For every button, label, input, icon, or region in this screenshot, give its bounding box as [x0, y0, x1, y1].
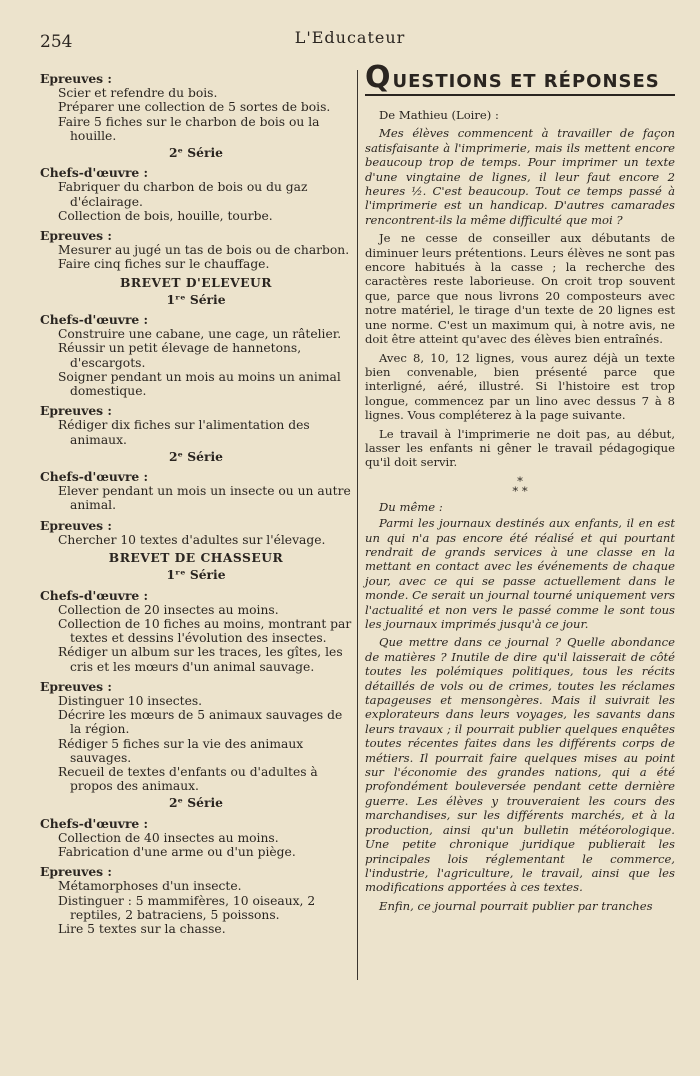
list-item: Faire cinq fiches sur le chauffage. — [58, 257, 270, 272]
question-text: Que mettre dans ce journal ? Quelle abondance de matières ? Inutile de dire qu'il laisserait de côté toutes les polémiques politiques, tous les récits détaillés de vols ou de crimes, toutes les réclames tapageuses et mensongères. Mais il suivrait les explorateurs dans leurs voyages, les savants dans leurs travaux ; il pourrait publier quelques enquêtes toutes récentes faites dans les différents corps de métiers. Il pourrait faire quelques mises au point sur l'économie des grandes nations, qui a été profondément bouleversée pendant cette dernière guerre. Les élèves y trouveraient les cours des marchandises, sur les différents marchés, et à la production, ainsi qu'un bulletin météorologique. Une petite chronique juridique publierait les principales lois réglementant le commerce, l'industrie, l'agriculture, le travail, ainsi que les modifications apportées à ces textes. — [365, 635, 675, 895]
list-item: Collection de bois, houille, tourbe. — [58, 208, 273, 223]
list-item: Rédiger dix fiches sur l'alimentation des animaux. — [58, 418, 310, 447]
brevet-heading: BREVET DE CHASSEUR — [108, 550, 284, 566]
list-item: Construire une cabane, une cage, un râtelier. — [58, 327, 342, 342]
list-item: Préparer une collection de 5 sortes de bois. — [58, 100, 331, 115]
page-number: 254 — [40, 32, 73, 52]
list-item: Distinguer 10 insectes. — [58, 693, 203, 708]
section-label: Epreuves : — [40, 403, 112, 419]
serie-heading: 1ʳᵉ Série — [166, 567, 226, 583]
serie-heading: 2ᵉ Série — [169, 145, 223, 161]
right-column — [365, 60, 675, 917]
title-rest: UESTIONS ET RÉPONSES — [392, 70, 660, 92]
list-item: Fabrication d'une arme ou d'un piège. — [58, 844, 296, 859]
list-item: Scier et refendre du bois. — [58, 86, 218, 101]
title-initial: Q — [365, 60, 392, 95]
list-item: Recueil de textes d'enfants ou d'adultes à propos des animaux. — [58, 764, 318, 794]
section-label: Epreuves : — [40, 71, 112, 86]
list-item: Elever pendant un mois un insecte ou un autre animal. — [58, 484, 351, 513]
section-title — [365, 60, 675, 96]
asterisk-top: * — [517, 473, 523, 488]
section-label: Epreuves : — [40, 864, 112, 880]
list-item: Chercher 10 textes d'adultes sur l'élevage. — [58, 532, 326, 547]
section-label: Chefs-d'œuvre : — [40, 312, 149, 328]
list-item: Lire 5 textes sur la chasse. — [58, 921, 226, 936]
author-line: Du même : — [379, 499, 443, 514]
section-label: Epreuves : — [40, 678, 112, 694]
list-item: Décrire les mœurs de 5 animaux sauvages de la région. — [58, 708, 343, 737]
list-item: Faire 5 fiches sur le charbon de bois ou la houille. — [58, 114, 320, 143]
list-item: Rédiger 5 fiches sur la vie des animaux sauvages. — [58, 736, 304, 765]
section-label: Epreuves : — [40, 228, 112, 244]
question-text: Enfin, ce journal pourrait publier par tranches — [379, 898, 653, 913]
asterisk-bottom: * * — [512, 483, 528, 498]
brevet-heading: BREVET D'ELEVEUR — [119, 274, 272, 290]
section-label: Chefs-d'œuvre : — [40, 165, 149, 181]
serie-heading: 2ᵉ Série — [169, 795, 223, 811]
list-item: Réussir un petit élevage de hannetons, d'escargots. — [58, 341, 302, 370]
serie-heading: 2ᵉ Série — [169, 448, 223, 464]
author-line: De Mathieu (Loire) : — [379, 108, 499, 122]
section-label: Epreuves : — [40, 517, 112, 533]
journal-title: L'Educateur — [294, 28, 406, 47]
section-label: Chefs-d'œuvre : — [40, 587, 149, 603]
list-item: Collection de 20 insectes au moins. — [58, 602, 279, 617]
serie-heading: 1ʳᵉ Série — [166, 291, 226, 307]
list-item: Métamorphoses d'un insecte. — [58, 879, 242, 894]
question-text: Parmi les journaux destinés aux enfants, il en est un qui n'a pas encore été réalisé et qui pourtant rendrait de grands services à une classe en la mettant en contact avec les événements de chaque jour, avec ce qui se passe actuellement dans le monde. Ce serait un journal tourné uniquement vers l'actualité et non vers le passé comme le sont tous les journaux imprimés jusqu'à ce jour. — [365, 516, 675, 631]
list-item: Soigner pendant un mois au moins un animal domestique. — [58, 369, 341, 399]
answer-paragraph: Le travail à l'imprimerie ne doit pas, au début, lasser les enfants ni gêner le travail pédagogique qu'il doit servir. — [365, 426, 675, 470]
list-item: Fabriquer du charbon de bois ou du gaz d'éclairage. — [58, 180, 308, 209]
left-column — [40, 72, 352, 936]
answer-paragraph: Avec 8, 10, 12 lignes, vous aurez déjà un texte bien convenable, bien présenté parce que interligné, aéré, illustré. Si l'histoire est trop longue, commencez par un lino avec dessus 7 à 8 lignes. Vous compléterez à la page suivante. — [365, 350, 675, 423]
list-item: Mesurer au jugé un tas de bois ou de charbon. — [58, 243, 350, 258]
section-label: Chefs-d'œuvre : — [40, 469, 149, 485]
list-item: Collection de 10 fiches au moins, montrant par textes et dessins l'évolution des insectes. — [58, 616, 352, 646]
list-item: Collection de 40 insectes au moins. — [58, 830, 279, 845]
question-text: Mes élèves commencent à travailler de façon satisfaisante à l'imprimerie, mais ils mettent encore beaucoup trop de temps. Pour imprimer un texte d'une vingtaine de lignes, il leur faut encore 2 heures ½. C'est beaucoup. Tout ce temps passé à l'imprimerie est un handicap. D'autres camarades rencontrent-ils la même difficulté que moi ? — [365, 126, 675, 227]
list-item: Rédiger un album sur les traces, les gîtes, les cris et les mœurs d'un animal sauvage. — [58, 645, 343, 674]
column-divider — [357, 70, 358, 980]
section-separator — [365, 473, 675, 498]
list-item: Distinguer : 5 mammifères, 10 oiseaux, 2 reptiles, 2 batraciens, 5 poissons. — [58, 893, 316, 922]
answer-paragraph: Je ne cesse de conseiller aux débutants de diminuer leurs prétentions. Leurs élèves ne sont pas encore habitués à la casse ; la recherche des caractères reste laborieuse. On croit trop souvent que, parce que nous livrons 20 composteurs avec notre matériel, le tirage d'un texte de 20 lignes est une norme. C'est un maximum qui, à notre avis, ne doit être atteint qu'avec des élèves bien entraînés. — [365, 231, 675, 347]
section-label: Chefs-d'œuvre : — [40, 815, 149, 831]
